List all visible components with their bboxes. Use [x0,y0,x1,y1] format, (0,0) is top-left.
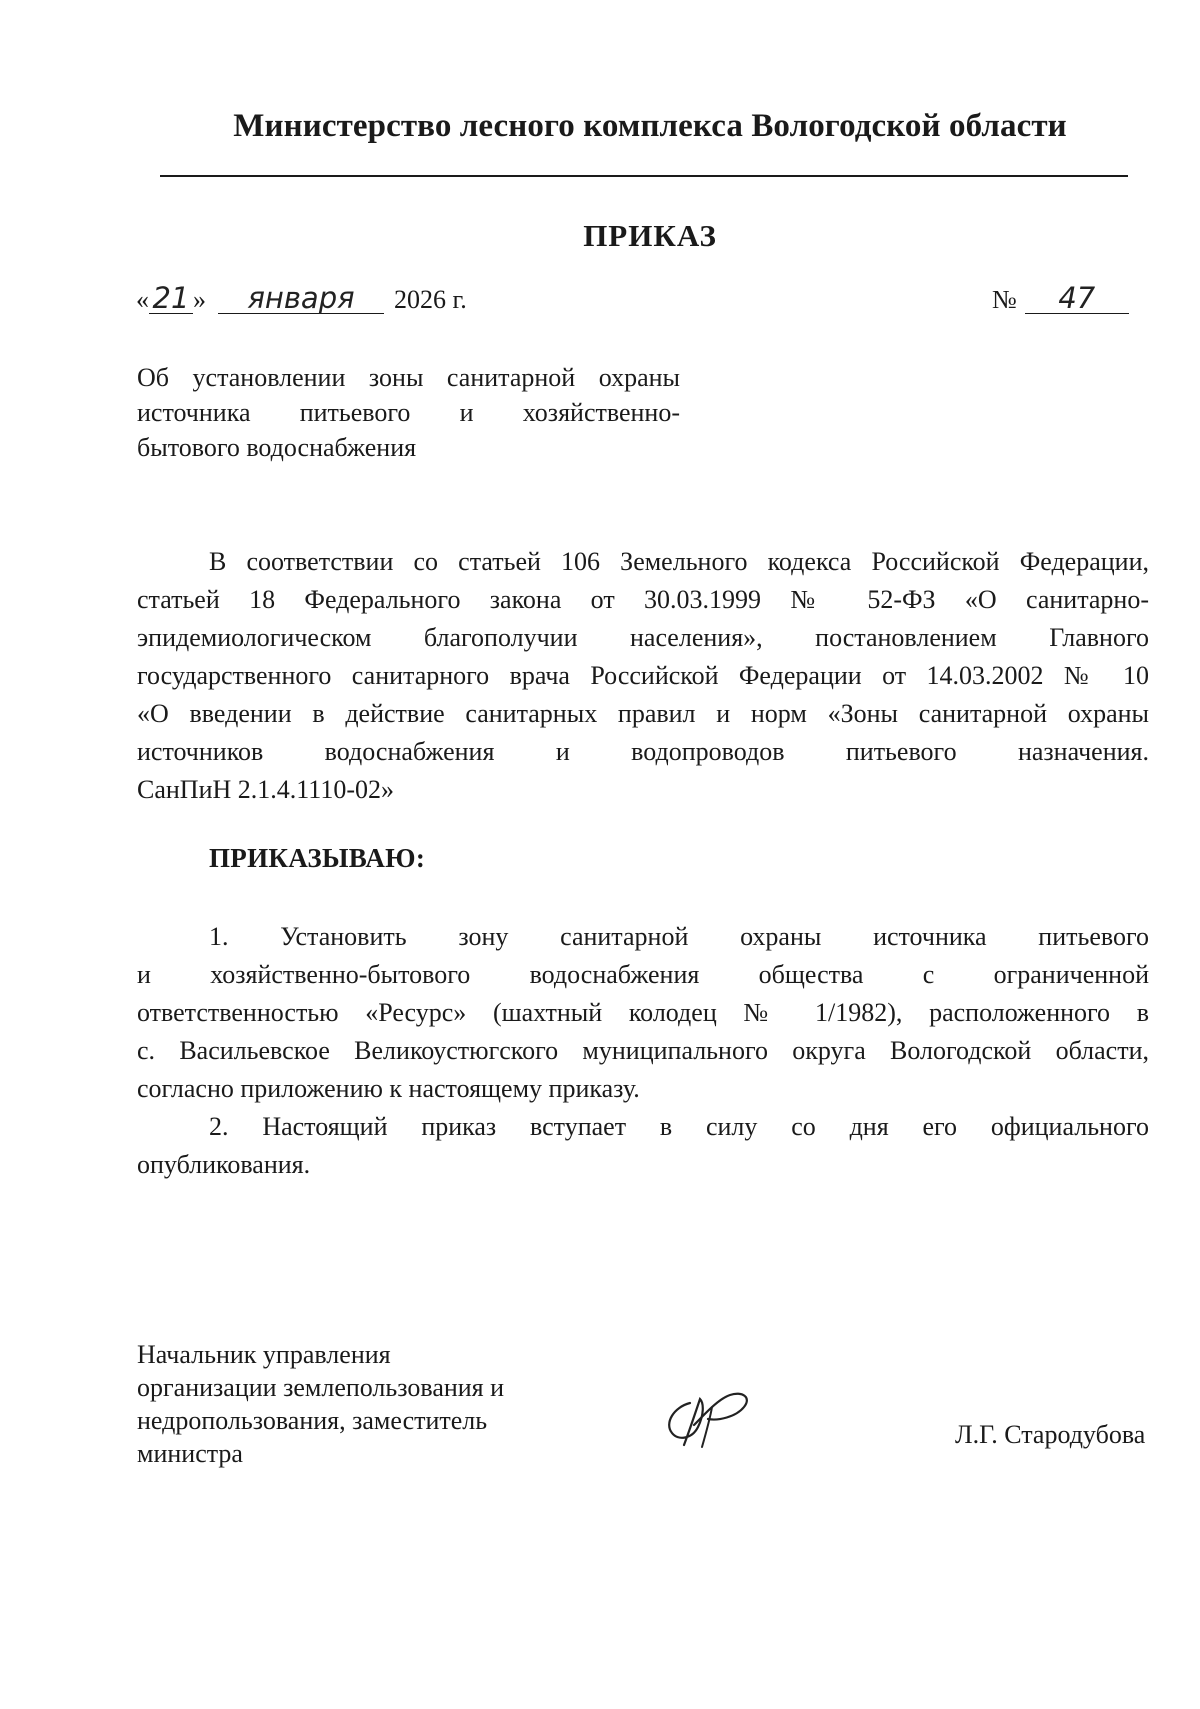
preamble-line: статьей 18 Федерального закона от 30.03.1999 № 52-ФЗ «О санитарно- [137,585,1149,614]
preamble-line: источников водоснабжения и водопроводов питьевого назначения. [137,737,1149,766]
handwritten-date-day: 21 [149,283,193,314]
signatory-position [137,1338,567,1470]
position-line: организации землепользования и [137,1373,505,1402]
preamble-line: эпидемиологическом благополучии населения», постановлением Главного [137,623,1149,652]
position-line: министра [137,1439,243,1468]
document-date [136,283,467,315]
preamble-line: государственного санитарного врача Российской Федерации от 14.03.2002 № 10 [137,661,1149,690]
date-year: 2026 г. [394,285,467,314]
item-line: опубликования. [137,1150,311,1179]
handwritten-signature-icon [660,1385,770,1455]
preamble-line: «О введении в действие санитарных правил и норм «Зоны санитарной охраны [137,699,1149,728]
preamble-line: СанПиН 2.1.4.1110-02» [137,775,394,804]
number-sign: № [992,285,1017,314]
subject-line: источника питьевого и хозяйственно- [137,398,680,427]
item-line: согласно приложению к настоящему приказу. [137,1074,640,1103]
item-line: и хозяйственно-бытового водоснабжения общества с ограниченной [137,960,1149,989]
item-line: с. Васильевское Великоустюгского муниципального округа Вологодской области, [137,1036,1149,1065]
ministry-title: Министерство лесного комплекса Вологодской области [233,108,1067,144]
decree-heading: ПРИКАЗЫВАЮ: [209,843,426,873]
item-line: 1. Установить зону санитарной охраны источника питьевого [209,922,1149,951]
handwritten-document-number: 47 [1025,283,1129,314]
signatory-name: Л.Г. Стародубова [955,1420,1146,1449]
subject-line: бытового водоснабжения [137,433,417,462]
header-divider [160,175,1128,177]
document-number [992,283,1129,315]
handwritten-date-month: января [218,283,384,314]
preamble-paragraph [137,543,1149,809]
preamble-line: В соответствии со статьей 106 Земельного кодекса Российской Федерации, [209,547,1149,576]
date-close-quote: » [193,285,206,314]
document-type: ПРИКАЗ [583,218,717,253]
item-line: ответственностью «Ресурс» (шахтный колодец № 1/1982), расположенного в [137,998,1149,1027]
date-open-quote: « [136,285,149,314]
order-items [137,918,1149,1184]
position-line: недропользования, заместитель [137,1406,488,1435]
document-subject [137,360,680,465]
item-line: 2. Настоящий приказ вступает в силу со дня его официального [209,1112,1149,1141]
subject-line: Об установлении зоны санитарной охраны [137,363,680,392]
position-line: Начальник управления [137,1340,391,1369]
